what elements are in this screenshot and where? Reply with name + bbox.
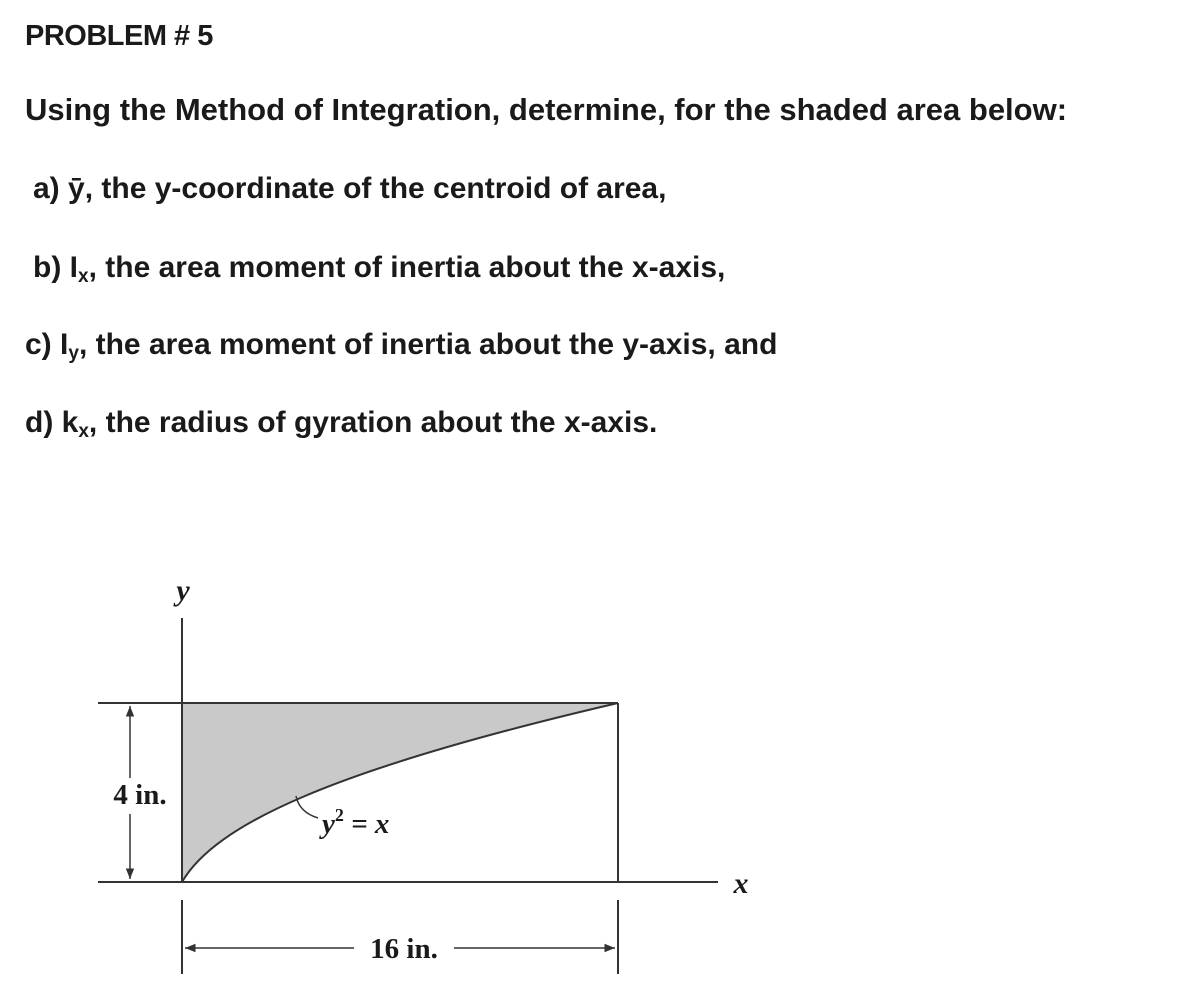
item-symbol: I	[69, 251, 78, 284]
problem-intro: Using the Method of Integration, determine, for the shaded area below:	[25, 92, 1068, 127]
item-symbol: ȳ	[68, 172, 85, 205]
question-item-b: b) $I_x$, the area moment of inertia about the x-axis,	[33, 251, 726, 287]
x-axis-label: x	[733, 867, 749, 900]
width-label: 16 in.	[370, 933, 438, 965]
item-symbol: k	[61, 406, 79, 439]
shaded-area-figure	[0, 560, 800, 995]
question-item-a: a) ȳ, the y-coordinate of the centroid of area,	[33, 172, 667, 205]
item-symbol: I	[60, 328, 69, 361]
shaded-region	[182, 703, 618, 882]
height-label: 4 in.	[113, 779, 167, 811]
page-title: PROBLEM # 5	[25, 20, 213, 52]
curve-equation-label: $y^2 = x$	[322, 805, 390, 840]
y-axis-label: y	[176, 574, 190, 607]
question-item-d: d) $k_x$, the radius of gyration about the x-axis.	[25, 406, 658, 442]
question-item-c: c) $I_y$, the area moment of inertia about the y-axis, and	[25, 328, 778, 364]
